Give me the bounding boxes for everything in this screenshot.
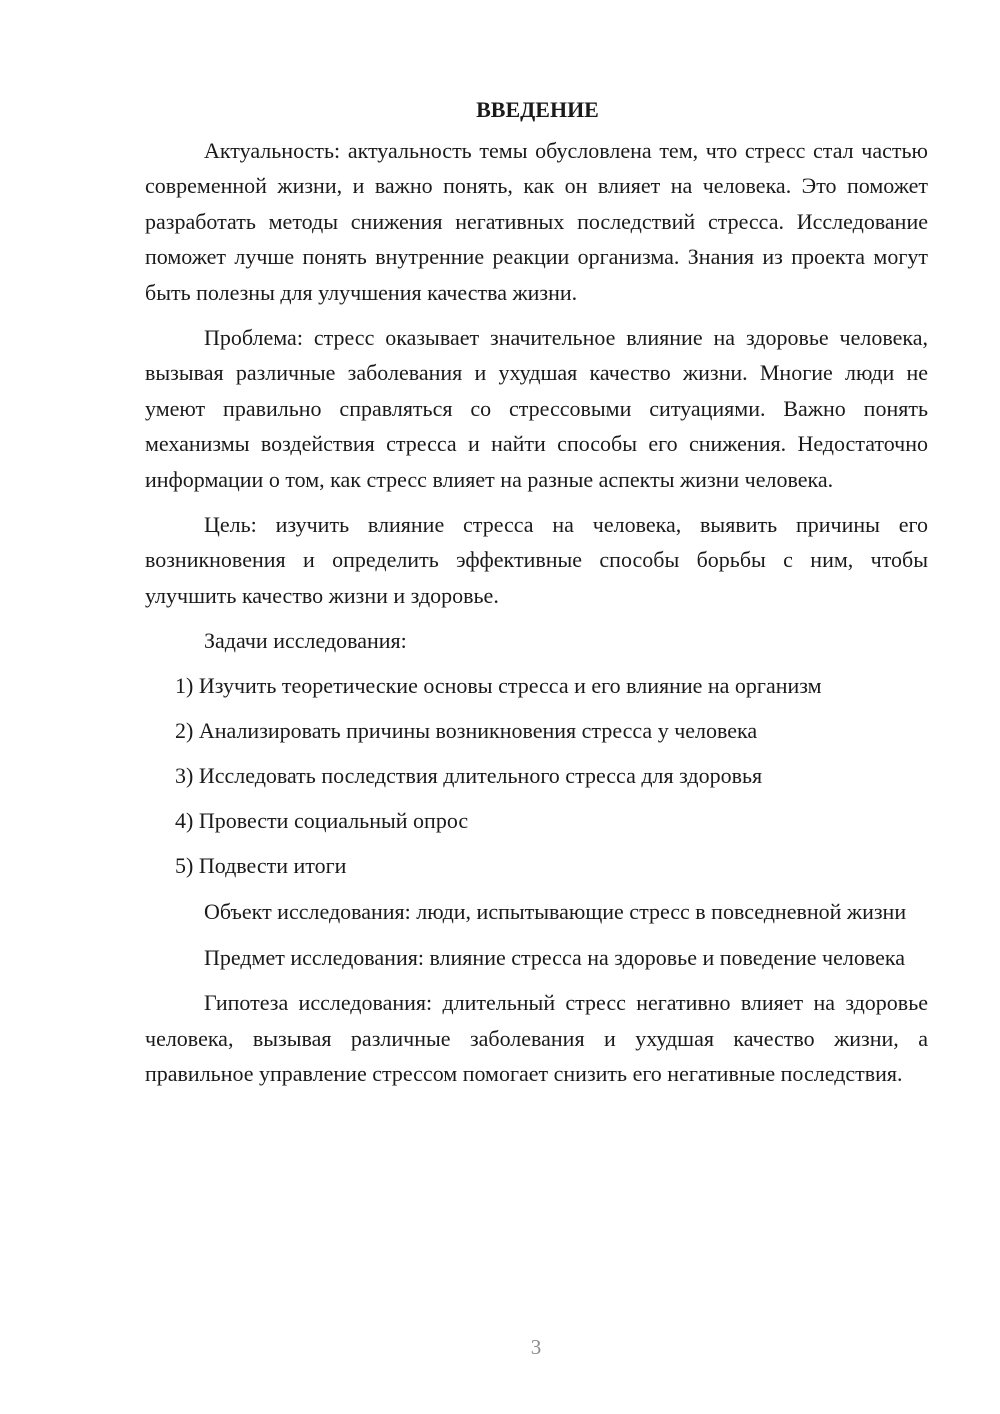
document-page — [145, 92, 928, 1101]
hypothesis-paragraph: Гипотеза исследования: длительный стресс негативно влияет на здоровье человека, вызывая различные заболевания и ухудшая качество жизни, а правильное управление стрессом помогает снизить его негативные последствия. — [145, 990, 928, 1086]
task-item-5: 5) Подвести итоги — [175, 853, 347, 879]
task-item-2: 2) Анализировать причины возникновения стресса у человека — [175, 718, 758, 744]
subject-paragraph: Предмет исследования: влияние стресса на здоровье и поведение человека — [204, 944, 905, 970]
tasks-list — [145, 668, 928, 884]
task-item-3: 3) Исследовать последствия длительного стресса для здоровья — [175, 763, 763, 789]
relevance-paragraph: Актуальность: актуальность темы обусловлена тем, что стресс стал частью современной жизни, и важно понять, как он влияет на человека. Это поможет разработать методы снижения негативных последствий стресса. Исследование поможет лучше понять внутренние реакции организма. Знания из проекта могут быть полезны для улучшения качества жизни. — [145, 138, 928, 305]
task-item-1: 1) Изучить теоретические основы стресса и его влияние на организм — [175, 673, 822, 699]
page-number: 3 — [530, 1335, 542, 1359]
problem-paragraph: Проблема: стресс оказывает значительное влияние на здоровье человека, вызывая различные заболевания и ухудшая качество жизни. Многие люди не умеют правильно справляться со стрессовыми ситуациями. Важно понять механизмы воздействия стресса и найти способы его снижения. Недостаточно информации о том, как стресс влияет на разные аспекты жизни человека. — [145, 325, 928, 492]
task-item-4: 4) Провести социальный опрос — [175, 808, 469, 834]
page-title: ВВЕДЕНИЕ — [476, 97, 599, 122]
object-paragraph: Объект исследования: люди, испытывающие стресс в повседневной жизни — [204, 899, 907, 925]
goal-paragraph: Цель: изучить влияние стресса на человека, выявить причины его возникновения и определить эффективные способы борьбы с ним, чтобы улучшить качество жизни и здоровье. — [145, 512, 928, 608]
tasks-heading: Задачи исследования: — [204, 628, 407, 654]
